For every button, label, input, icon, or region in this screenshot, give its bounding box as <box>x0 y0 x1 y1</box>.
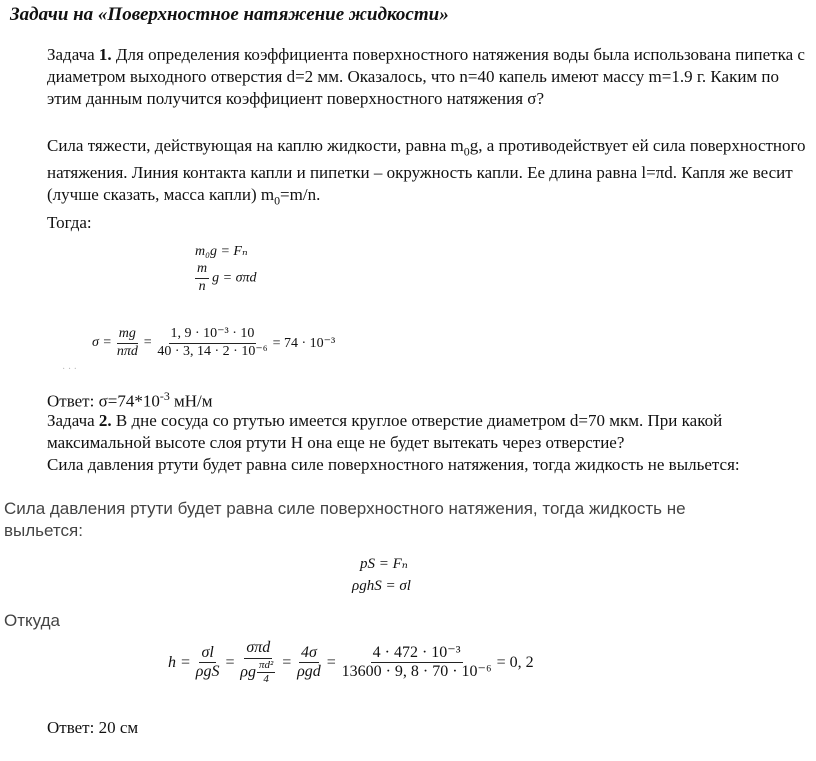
solution2-sans-text: Сила давления ртути будет равна силе поверхностного натяжения, тогда жидкость не выльется: <box>4 499 686 540</box>
solution1-sub-a: 0 <box>463 144 470 159</box>
a-num: σl <box>199 645 215 664</box>
solution1-text-b: g, а противодействует ей сила поверхностного натяжения. Линия контакта капли и пипетки – окружность капли. Ее длина равна l=πd. Капля же весит (лучше сказать, масса капли) m <box>47 136 806 205</box>
frac2-num: 1, 9 · 10⁻³ · 10 <box>169 327 257 344</box>
task1-text: Для определения коэффициента поверхностного натяжения воды была использована пипетка с диаметром выходного отверстия d=2 мм. Оказалось, что n=40 капель имеют массу m=1.9 г. Каким по этим данным получится коэффициент поверхностного натяжения σ? <box>47 45 805 108</box>
task1-number: 1. <box>98 45 112 64</box>
a-den: ρgS <box>195 663 220 681</box>
formula-sigma <box>92 327 335 359</box>
frac-num: m <box>195 262 209 279</box>
formula-rest: g = σπd <box>212 270 257 286</box>
frac1-num: mg <box>117 327 138 344</box>
formula-m-over-n <box>192 262 257 294</box>
d-num: 4 · 472 · 10⁻³ <box>371 645 463 664</box>
sigma-result: = 74 · 10⁻³ <box>272 335 336 351</box>
solution1-paragraph <box>47 135 812 234</box>
b-den-num: πd² <box>257 660 275 674</box>
frac-den: n <box>198 278 206 294</box>
solution1-text-a: Сила тяжести, действующая на каплю жидкости, равна m <box>47 136 464 155</box>
h-result: = 0, 2 <box>496 653 534 671</box>
answer1-label: Ответ: <box>47 391 95 411</box>
b-num: σπd <box>244 640 272 659</box>
answer1-exp: -3 <box>159 389 170 403</box>
task2-paragraph <box>47 410 812 476</box>
frac1-den: nπd <box>116 343 138 359</box>
task2-label: Задача <box>47 411 95 430</box>
formula-m0g: m₀g = Fₙ <box>195 244 248 259</box>
b-den-pre: ρg <box>240 663 256 681</box>
from-label: Откуда <box>4 611 60 630</box>
task1-label: Задача <box>47 45 95 64</box>
b-den-den: 4 <box>263 673 269 686</box>
task2-text2: Сила давления ртути будет равна силе поверхностного натяжения, тогда жидкость не выльется: <box>47 455 740 474</box>
answer2: Ответ: 20 см <box>47 718 139 737</box>
answer1 <box>47 385 812 413</box>
d-den: 13600 · 9, 8 · 70 · 10⁻⁶ <box>341 663 492 681</box>
solution1-text-c: =m/n. <box>280 185 321 205</box>
frac2-den: 40 · 3, 14 · 2 · 10⁻⁶ <box>157 343 268 359</box>
answer1-value: σ=74*10 <box>98 391 160 411</box>
b-den <box>238 659 278 686</box>
c-num: 4σ <box>299 645 319 664</box>
page-title: Задачи на «Поверхностное натяжение жидкости» <box>10 4 449 25</box>
formula-rhoghS: ρghS = σl <box>352 578 411 594</box>
solution1-sub-b: 0 <box>274 193 281 208</box>
decorative-dots: · · · <box>62 364 77 375</box>
sigma-eq: σ = <box>92 335 112 351</box>
c-den: ρgd <box>297 663 321 681</box>
formula-pS: pS = Fₙ <box>360 556 408 572</box>
answer1-unit: мН/м <box>169 391 213 411</box>
formula-h: h = $\frac{\sigma l}{\text{ρgS}}$ = σπd ρg $\frac{\text{πd²}}{4}$ = $\frac{4\sigma}{\text{ρgd}}$ = $\frac{\text{4 · 472 · 10⁻³}}{\text{13600 · 9, 8 · 70 · 10⁻⁶}}$ = 0, 2 <box>168 639 534 686</box>
solution1-then: Тогда: <box>47 212 92 232</box>
task1-paragraph <box>47 44 812 110</box>
task2-text: В дне сосуда со ртутью имеется круглое отверстие диаметром d=70 мкм. При какой максимальной высоте слоя ртути H она еще не будет вытекать через отверстие? <box>47 411 723 452</box>
eq-sign: = <box>142 335 153 351</box>
h-eq: h = <box>168 653 191 671</box>
task2-number: 2. <box>98 411 112 430</box>
